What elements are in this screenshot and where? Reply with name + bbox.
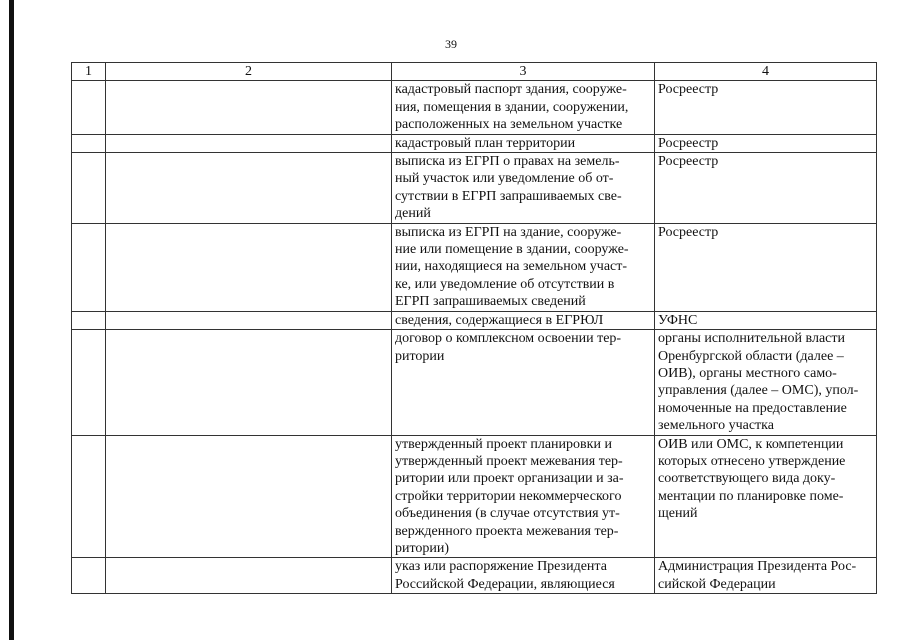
cell-authority: [655, 311, 877, 329]
cell-text-line: ОИВ или ОМС, к компетенции: [658, 436, 844, 452]
table-header-row: [72, 63, 877, 81]
cell-text-line: сутствии в ЕГРП запрашиваемых све-: [395, 188, 622, 204]
cell-number: [72, 435, 106, 558]
cell-text-line: Российской Федерации, являющиеся: [395, 576, 615, 592]
cell-number: [72, 223, 106, 311]
cell-authority: [655, 223, 877, 311]
cell-text-line: Росреестр: [658, 82, 719, 98]
cell-authority: [655, 81, 877, 134]
table-row: [72, 153, 877, 224]
cell-authority: [655, 134, 877, 152]
cell-number: [72, 311, 106, 329]
cell-authority: [655, 435, 877, 558]
cell-text-line: ния, помещения в здании, сооружении,: [395, 99, 629, 115]
cell-document: [392, 223, 655, 311]
cell-text-line: ритории): [395, 540, 450, 556]
cell-number: [72, 153, 106, 224]
cell-document: [392, 435, 655, 558]
cell-text-line: ритории: [395, 348, 445, 364]
column-header: 1: [72, 63, 106, 81]
cell-text-line: ке, или уведомление об отсутствии в: [395, 276, 615, 292]
cell-text-line: ный участок или уведомление об от-: [395, 171, 614, 187]
cell-text-line: Росреестр: [658, 154, 719, 170]
table-row: [72, 311, 877, 329]
cell-service: [106, 81, 392, 134]
cell-text-line: ЕГРП запрашиваемых сведений: [395, 294, 586, 310]
column-header: 3: [392, 63, 655, 81]
cell-text-line: стройки территории некоммерческого: [395, 488, 622, 504]
cell-service: [106, 330, 392, 435]
cell-text-line: сведения, содержащиеся в ЕГРЮЛ: [395, 312, 604, 328]
cell-text-line: сийской Федерации: [658, 576, 776, 592]
cell-authority: [655, 153, 877, 224]
cell-text-line: номоченные на предоставление: [658, 400, 847, 416]
cell-service: [106, 153, 392, 224]
cell-text-line: щений: [658, 506, 698, 522]
cell-text-line: Оренбургской области (далее –: [658, 348, 844, 364]
cell-text-line: Администрация Президента Рос-: [658, 559, 857, 575]
cell-document: [392, 134, 655, 152]
cell-service: [106, 558, 392, 594]
cell-authority: [655, 330, 877, 435]
cell-text-line: дений: [395, 206, 431, 222]
documents-table: [71, 62, 877, 594]
cell-text-line: утвержденный проект межевания тер-: [395, 453, 623, 469]
cell-text-line: органы исполнительной власти: [658, 331, 845, 347]
table-row: [72, 330, 877, 435]
cell-service: [106, 311, 392, 329]
cell-text-line: вержденного проекта межевания тер-: [395, 523, 619, 539]
cell-text-line: управления (далее – ОМС), упол-: [658, 383, 859, 399]
cell-document: [392, 558, 655, 594]
cell-number: [72, 558, 106, 594]
cell-text-line: ние или помещение в здании, сооруже-: [395, 242, 629, 258]
table-row: [72, 81, 877, 134]
cell-text-line: указ или распоряжение Президента: [395, 559, 607, 575]
cell-text-line: утвержденный проект планировки и: [395, 436, 612, 452]
cell-text-line: ритории или проект организации и за-: [395, 471, 624, 487]
cell-text-line: кадастровый паспорт здания, сооруже-: [395, 82, 627, 98]
cell-number: [72, 81, 106, 134]
cell-text-line: ОИВ), органы местного само-: [658, 365, 837, 381]
cell-document: [392, 81, 655, 134]
cell-text-line: УФНС: [658, 312, 698, 328]
cell-service: [106, 223, 392, 311]
cell-authority: [655, 558, 877, 594]
table-row: [72, 134, 877, 152]
column-header: 4: [655, 63, 877, 81]
table-row: [72, 558, 877, 594]
cell-text-line: соответствующего вида доку-: [658, 471, 836, 487]
table-row: [72, 435, 877, 558]
cell-text-line: выписка из ЕГРП на здание, сооруже-: [395, 224, 622, 240]
cell-text-line: нии, находящиеся на земельном участ-: [395, 259, 628, 275]
column-header: 2: [106, 63, 392, 81]
table-row: [72, 223, 877, 311]
cell-text-line: договор о комплексном освоении тер-: [395, 331, 622, 347]
scan-edge: [9, 0, 14, 640]
page-number: 39: [445, 37, 457, 51]
cell-text-line: которых отнесено утверждение: [658, 453, 846, 469]
cell-text-line: кадастровый план территории: [395, 135, 576, 151]
cell-document: [392, 311, 655, 329]
cell-document: [392, 330, 655, 435]
cell-text-line: земельного участка: [658, 418, 774, 434]
cell-service: [106, 134, 392, 152]
cell-text-line: расположенных на земельном участке: [395, 117, 623, 133]
cell-text-line: выписка из ЕГРП о правах на земель-: [395, 154, 620, 170]
cell-number: [72, 330, 106, 435]
cell-document: [392, 153, 655, 224]
cell-text-line: ментации по планировке поме-: [658, 488, 844, 504]
cell-text-line: Росреестр: [658, 135, 719, 151]
cell-service: [106, 435, 392, 558]
cell-text-line: объединения (в случае отсутствия ут-: [395, 506, 620, 522]
cell-text-line: Росреестр: [658, 224, 719, 240]
cell-number: [72, 134, 106, 152]
